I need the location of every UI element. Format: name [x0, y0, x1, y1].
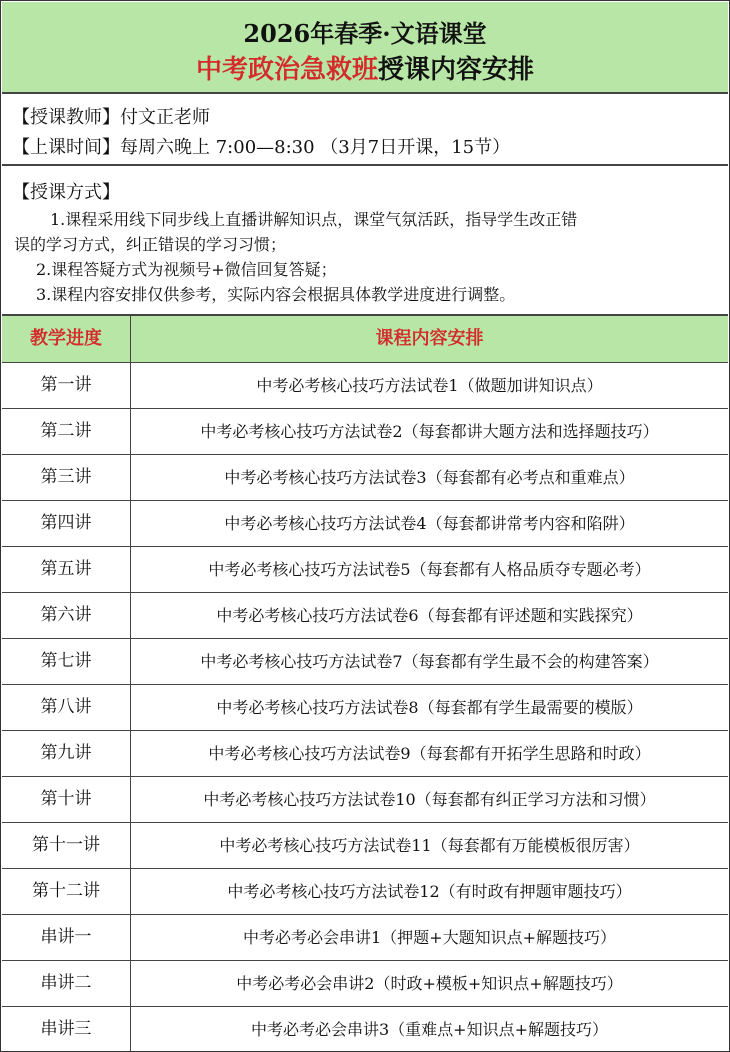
row-content: 中考必考核心技巧方法试卷9（每套都有开拓学生思路和时政）	[208, 744, 651, 763]
row-progress: 第三讲	[2, 455, 131, 500]
row-progress: 第十一讲	[2, 823, 131, 868]
info-section	[2, 94, 728, 166]
table-row	[2, 961, 728, 1007]
teacher-line: 【授课教师】付文正老师	[12, 107, 210, 128]
row-content: 中考必考核心技巧方法试卷8（每套都有学生最需要的模版）	[216, 698, 643, 717]
method-item-2: 2.课程答疑方式为视频号+微信回复答疑；	[36, 260, 337, 279]
row-progress: 第七讲	[2, 639, 131, 684]
method-title: 【授课方式】	[12, 182, 120, 203]
table-row	[2, 777, 728, 823]
row-content: 中考必考核心技巧方法试卷7（每套都有学生最不会的构建答案）	[200, 652, 659, 671]
row-content: 中考必考必会串讲2（时政+模板+知识点+解题技巧）	[236, 974, 623, 993]
method-item-1a: 1.课程采用线下同步线上直播讲解知识点，课堂气氛活跃，指导学生改正错	[50, 210, 578, 229]
row-progress: 第十讲	[2, 777, 131, 822]
row-content: 中考必考核心技巧方法试卷12（有时政有押题审题技巧）	[227, 882, 632, 901]
time-line: 【上课时间】每周六晚上 7:00—8:30 （3月7日开课，15节）	[12, 137, 511, 158]
row-progress: 第五讲	[2, 547, 131, 592]
row-content: 中考必考核心技巧方法试卷1（做题加讲知识点）	[256, 376, 603, 395]
col-progress-header: 教学进度	[2, 316, 131, 362]
row-progress: 串讲一	[2, 915, 131, 960]
page-title: 2026年春季·文语课堂	[243, 19, 487, 48]
page-subtitle	[2, 49, 728, 86]
row-content: 中考必考必会串讲1（押题+大题知识点+解题技巧）	[243, 928, 616, 947]
table-row	[2, 869, 728, 915]
table-row	[2, 915, 728, 961]
row-content: 中考必考核心技巧方法试卷4（每套都讲常考内容和陷阱）	[224, 514, 635, 533]
row-content: 中考必考核心技巧方法试卷11（每套都有万能模板很厉害）	[219, 836, 640, 855]
row-progress: 第九讲	[2, 731, 131, 776]
table-row	[2, 501, 728, 547]
row-progress: 第八讲	[2, 685, 131, 730]
method-item-1b: 误的学习方式，纠正错误的学习习惯；	[14, 235, 287, 254]
row-progress: 串讲二	[2, 961, 131, 1006]
table-row	[2, 731, 728, 777]
table-row	[2, 593, 728, 639]
method-section	[2, 166, 728, 316]
row-content: 中考必考核心技巧方法试卷10（每套都有纠正学习方法和习惯）	[203, 790, 656, 809]
row-progress: 第六讲	[2, 593, 131, 638]
row-progress: 第十二讲	[2, 869, 131, 914]
header	[2, 2, 728, 94]
table-row	[2, 409, 728, 455]
row-progress: 第四讲	[2, 501, 131, 546]
table-row	[2, 685, 728, 731]
col-content-header: 课程内容安排	[375, 328, 484, 349]
row-content: 中考必考必会串讲3（重难点+知识点+解题技巧）	[251, 1020, 608, 1039]
row-content: 中考必考核心技巧方法试卷5（每套都有人格品质夺专题必考）	[208, 560, 651, 579]
method-item-3: 3.课程内容安排仅供参考，实际内容会根据具体教学进度进行调整。	[36, 285, 516, 304]
table-row	[2, 823, 728, 869]
table-row	[2, 363, 728, 409]
table-header	[2, 316, 728, 363]
row-content: 中考必考核心技巧方法试卷3（每套都有必考点和重难点）	[224, 468, 635, 487]
subtitle-rest: 授课内容安排	[378, 55, 535, 85]
table-row	[2, 455, 728, 501]
row-progress: 串讲三	[2, 1007, 131, 1052]
table-row	[2, 1007, 728, 1051]
row-progress: 第一讲	[2, 363, 131, 408]
subtitle-highlight: 中考政治急救班	[195, 55, 378, 85]
table-row	[2, 639, 728, 685]
row-content: 中考必考核心技巧方法试卷6（每套都有评述题和实践探究）	[216, 606, 643, 625]
row-progress: 第二讲	[2, 409, 131, 454]
table-row	[2, 547, 728, 593]
row-content: 中考必考核心技巧方法试卷2（每套都讲大题方法和选择题技巧）	[200, 422, 659, 441]
